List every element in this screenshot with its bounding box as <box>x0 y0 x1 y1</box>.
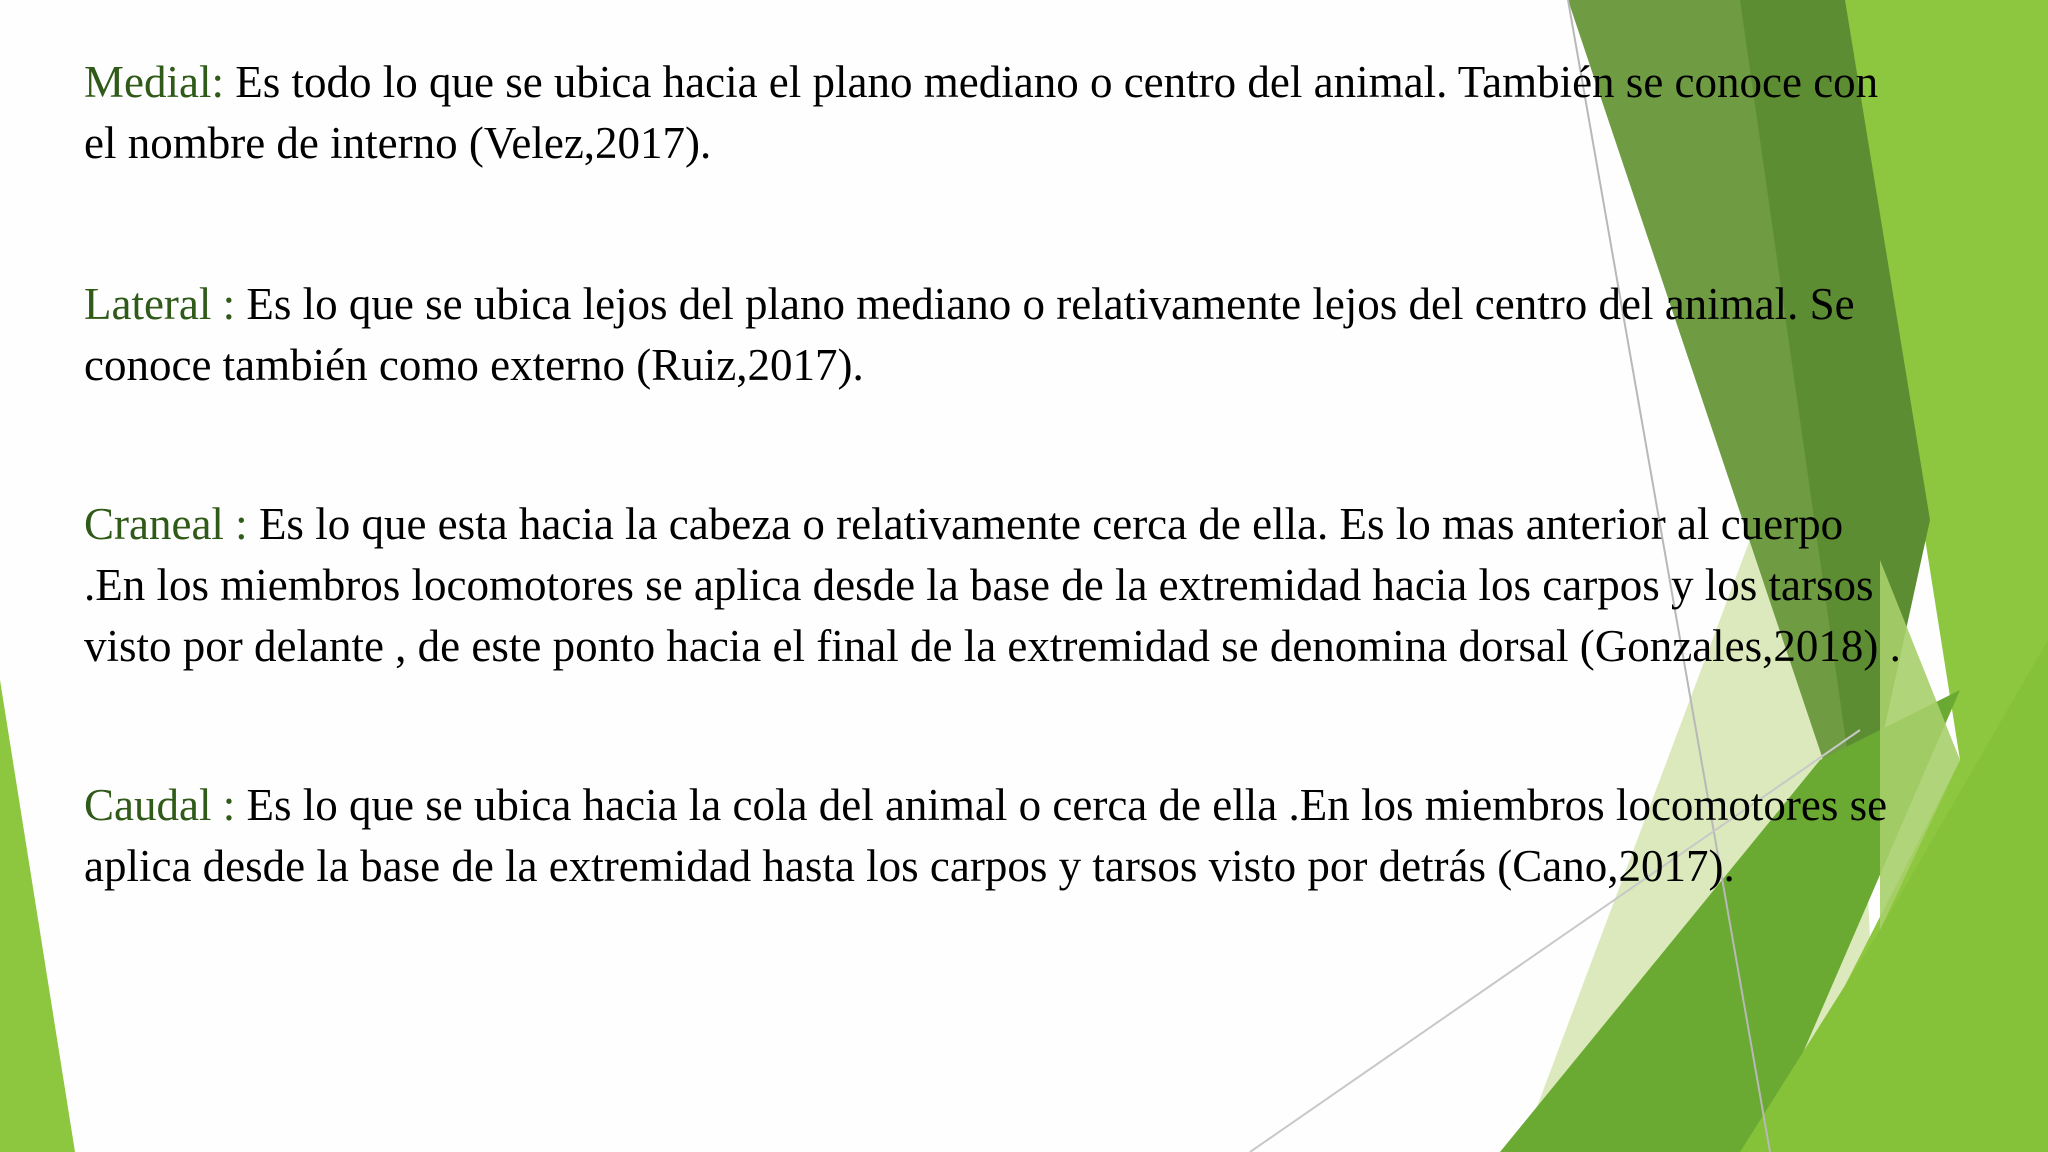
lateral-definition <box>84 274 1904 396</box>
craneal-definition <box>84 494 1904 677</box>
medial-definition <box>84 52 1904 174</box>
medial-term-label: Medial: <box>84 57 224 107</box>
slide-body <box>84 52 1904 897</box>
caudal-definition <box>84 775 1904 897</box>
left-edge-green-shape <box>0 680 75 1152</box>
caudal-term-text: Es lo que se ubica hacia la cola del animal o cerca de ella .En los miembros locomotores se aplica desde la base de la extremidad hasta los carpos y tarsos visto por detrás (Cano,2017). <box>84 780 1888 891</box>
craneal-term-text: Es lo que esta hacia la cabeza o relativamente cerca de ella. Es lo mas anterior al cuerpo .En los miembros locomotores se aplica desde la base de la extremidad hacia los carpos y los tarsos visto por delante , de este ponto hacia el final de la extremidad se denomina dorsal (Gonzales,2018) . <box>84 499 1901 671</box>
medial-term-text: Es todo lo que se ubica hacia el plano mediano o centro del animal. También se conoce con el nombre de interno (Velez,2017). <box>84 57 1879 168</box>
craneal-term-label: Craneal : <box>84 499 248 549</box>
lateral-term-label: Lateral : <box>84 279 236 329</box>
caudal-term-label: Caudal : <box>84 780 236 830</box>
lateral-term-text: Es lo que se ubica lejos del plano mediano o relativamente lejos del centro del animal. Se conoce también como externo (Ruiz,2017). <box>84 279 1855 390</box>
